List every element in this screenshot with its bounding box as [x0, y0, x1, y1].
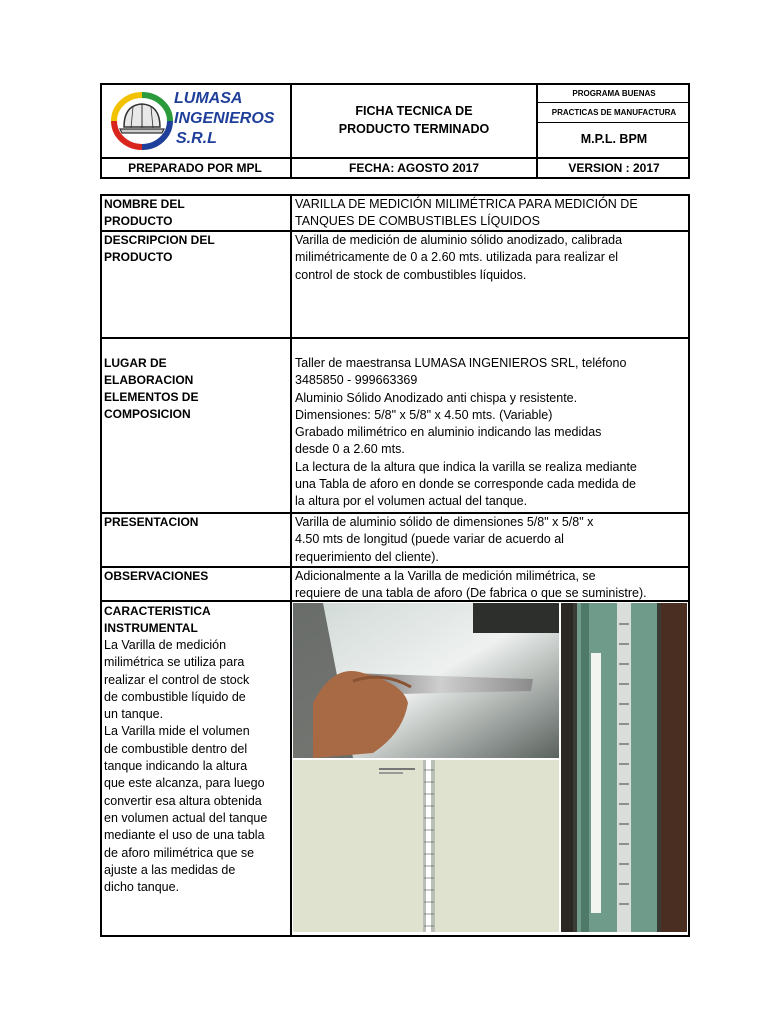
photo-rod-closeup	[293, 760, 559, 932]
prepared-by: PREPARADO POR MPL	[128, 161, 262, 175]
label-line: CARACTERISTICA	[104, 604, 211, 618]
value-line: 4.50 mts de longitud (puede variar de acuerdo al	[295, 532, 564, 547]
value-line: una Tabla de aforo en donde se corresponde cada medida de	[295, 477, 636, 492]
value-line: requiere de una tabla de aforo (De fabrica o que se suministre).	[295, 586, 647, 601]
value-line: Dimensiones: 5/8" x 5/8" x 4.50 mts. (Variable)	[295, 407, 553, 422]
value-line: 3485850 - 999663369	[295, 373, 418, 388]
value-line: Aluminio Sólido Anodizado anti chispa y resistente.	[295, 390, 578, 405]
text-line: en volumen actual del tanque	[104, 810, 268, 825]
label-line: COMPOSICION	[104, 407, 191, 421]
row-value-nombre	[295, 196, 687, 231]
program-line-1: PROGRAMA BUENAS	[572, 89, 656, 98]
text-line: La Varilla de medición	[104, 638, 227, 652]
caracteristica-description	[104, 637, 288, 896]
label-line: ELABORACION	[104, 373, 194, 387]
logo-line: S.R.L	[176, 130, 217, 147]
text-line: que este alcanza, para luego	[104, 776, 265, 791]
logo-text	[174, 89, 274, 149]
row-label-nombre	[104, 196, 288, 230]
value-line: Varilla de medición de aluminio sólido anodizado, calibrada	[295, 233, 623, 247]
text-line: milimétrica se utiliza para	[104, 655, 245, 670]
label-line: NOMBRE DEL	[104, 197, 185, 211]
text-line: de aforo milimétrica que se	[104, 845, 255, 860]
table-divider	[100, 337, 690, 339]
text-line: de combustible dentro del	[104, 741, 248, 756]
title-line: FICHA TECNICA DE	[355, 104, 473, 118]
value-line: Adicionalmente a la Varilla de medición milimétrica, se	[295, 569, 596, 583]
title-line: PRODUCTO TERMINADO	[338, 122, 490, 136]
value-line: Taller de maestransa LUMASA INGENIEROS SRL, teléfono	[295, 356, 627, 370]
label-line: ELEMENTOS DE	[104, 390, 199, 404]
value-line: milimétricamente de 0 a 2.60 mts. utilizada para realizar el	[295, 250, 619, 265]
value-line: control de stock de combustibles líquidos.	[295, 267, 527, 282]
value-line: VARILLA DE MEDICIÓN MILIMÉTRICA PARA MEDICIÓN DE	[295, 197, 638, 211]
row-value-lugar	[295, 355, 687, 511]
document-version: VERSION : 2017	[568, 161, 660, 175]
header-divider	[536, 122, 690, 123]
value-line: desde 0 a 2.60 mts.	[295, 442, 405, 457]
value-line: TANQUES DE COMBUSTIBLES LÍQUIDOS	[295, 214, 540, 229]
row-caracteristica-left	[104, 603, 288, 896]
row-label-presentacion	[104, 514, 288, 531]
value-line: requerimiento del cliente).	[295, 549, 439, 564]
label-line: PRODUCTO	[104, 214, 173, 228]
value-line: Grabado milimétrico en aluminio indicando las medidas	[295, 425, 602, 440]
label-line: LUGAR DE	[104, 356, 167, 370]
logo-line: LUMASA	[174, 90, 243, 107]
company-logo	[104, 87, 288, 155]
logo-line: INGENIEROS	[174, 110, 275, 127]
text-line: realizar el control de stock	[104, 672, 250, 687]
label-line: PRODUCTO	[104, 250, 173, 264]
text-line: tanque indicando la altura	[104, 759, 248, 774]
row-label-caracteristica	[104, 603, 288, 637]
row-label-observaciones	[104, 568, 288, 585]
program-code: M.P.L. BPM	[580, 132, 648, 146]
document-date: FECHA: AGOSTO 2017	[348, 161, 480, 175]
document-title	[292, 102, 536, 138]
text-line: de combustible líquido de	[104, 689, 246, 704]
text-line: dicho tanque.	[104, 880, 180, 895]
row-value-descripcion	[295, 232, 687, 284]
label-line: INSTRUMENTAL	[104, 621, 198, 635]
row-label-lugar	[104, 355, 288, 423]
row-value-presentacion	[295, 514, 687, 566]
program-line-2: PRACTICAS DE MANUFACTURA	[551, 108, 677, 117]
value-line: La lectura de la altura que indica la varilla se realiza mediante	[295, 459, 637, 474]
value-line: la altura por el volumen actual del tanque.	[295, 494, 528, 509]
text-line: un tanque.	[104, 707, 164, 722]
label-line: OBSERVACIONES	[104, 569, 209, 583]
row-value-observaciones	[295, 568, 687, 603]
label-line: PRESENTACION	[104, 515, 199, 529]
label-line: DESCRIPCION DEL	[104, 233, 215, 247]
text-line: convertir esa altura obtenida	[104, 793, 262, 808]
row-label-descripcion	[104, 232, 288, 266]
value-line: Varilla de aluminio sólido de dimensiones 5/8" x 5/8" x	[295, 515, 594, 529]
photo-rod-vertical	[561, 603, 687, 932]
text-line: La Varilla mide el volumen	[104, 724, 250, 739]
text-line: ajuste a las medidas de	[104, 862, 236, 877]
photo-rod-in-hand	[293, 603, 559, 758]
header-divider	[536, 102, 690, 103]
text-line: mediante el uso de una tabla	[104, 828, 265, 843]
